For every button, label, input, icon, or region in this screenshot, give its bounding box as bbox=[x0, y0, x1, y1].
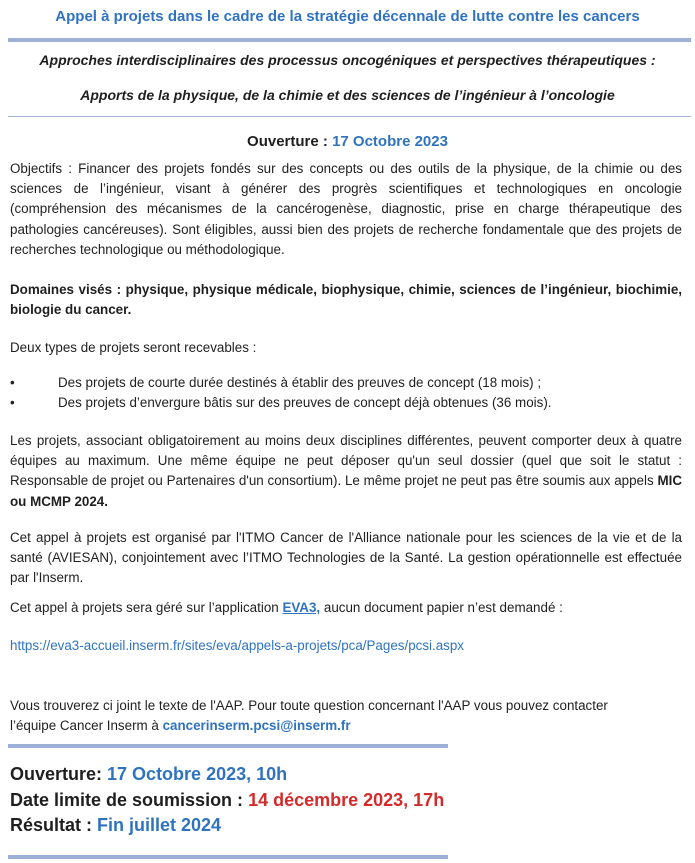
organisation-paragraph: Cet appel à projets est organisé par l'ITMO Cancer de l'Alliance nationale pour les sciences de la vie et de la santé (AVIESAN), conjointement avec l’ITMO Technologies de la Santé. La gestion opérationnelle est effectuée par l'Inserm. bbox=[10, 530, 682, 586]
bullet-symbol: • bbox=[10, 375, 15, 390]
eva3-link[interactable]: EVA3, bbox=[282, 600, 321, 615]
managed-before: Cet appel à projets sera géré sur l’application bbox=[10, 600, 283, 615]
subtitle-line-1: Approches interdisciplinaires des processus oncogéniques et perspectives thérapeutiques : bbox=[39, 52, 656, 68]
contact-paragraph bbox=[10, 696, 682, 736]
bullet-symbol: • bbox=[10, 395, 15, 410]
summary-opening-label: Ouverture: bbox=[10, 764, 108, 784]
divider-top bbox=[8, 38, 691, 42]
domains-label: Domaines visés bbox=[10, 282, 113, 297]
application-url-link[interactable]: https://eva3-accueil.inserm.fr/sites/eva/appels-a-projets/pca/Pages/pcsi.aspx bbox=[10, 638, 465, 653]
bullet-item: Des projets de courte durée destinés à établir des preuves de concept (18 mois) ; bbox=[58, 375, 542, 390]
divider-summary-top bbox=[8, 744, 448, 748]
divider-subtitle bbox=[8, 116, 691, 117]
projects-bold: MIC ou MCMP 2024. bbox=[10, 473, 682, 509]
opening-label: Ouverture : bbox=[247, 133, 333, 150]
bullet-item: Des projets d’envergure bâtis sur des preuves de concept déjà obtenues (36 mois). bbox=[58, 395, 552, 410]
page-title: Appel à projets dans le cadre de la stratégie décennale de lutte contre les cancers bbox=[55, 8, 640, 25]
summary-result-value: Fin juillet 2024 bbox=[97, 815, 222, 835]
summary-deadline bbox=[10, 790, 444, 811]
summary-result bbox=[10, 815, 221, 836]
contact-line-2 bbox=[10, 716, 682, 736]
summary-opening-value: 17 Octobre 2023, 10h bbox=[107, 764, 288, 784]
summary-deadline-value: 14 décembre 2023, 17h bbox=[248, 790, 445, 810]
objectives-paragraph: Objectifs : Financer des projets fondés sur des concepts ou des outils de la physique, de la chimie ou des sciences de l’ingénieur, visant à générer des progrès scientifiques et technologiques en oncologie (compréhension des mécanismes de la cancérogenèse, diagnostic, prise en charge thérapeutique des pathologies cancéreuses). Sont éligibles, aussi bien des projets de recherche fondamentale que des projets de recherches technologique ou méthodologique. bbox=[10, 161, 682, 257]
contact-email-link[interactable]: cancerinserm.pcsi@inserm.fr bbox=[162, 718, 351, 734]
summary-deadline-label: Date limite de soumission : bbox=[10, 790, 249, 810]
projects-paragraph bbox=[10, 431, 682, 512]
contact-line-1: Vous trouverez ci joint le texte de l'AAP. Pour toute question concernant l'AAP vous pouvez contacter bbox=[10, 698, 608, 713]
opening-heading bbox=[0, 133, 695, 150]
managed-paragraph bbox=[10, 598, 682, 618]
domains-paragraph bbox=[10, 280, 682, 320]
contact-team: l’équipe Cancer Inserm à bbox=[10, 718, 163, 734]
summary-opening bbox=[10, 764, 287, 785]
domains-text: : physique, physique médicale, biophysique, chimie, sciences de l’ingénieur, biochimie, biologie du cancer. bbox=[10, 282, 682, 318]
opening-date: 17 Octobre 2023 bbox=[332, 133, 448, 150]
subtitle-line-2: Apports de la physique, de la chimie et des sciences de l’ingénieur à l’oncologie bbox=[80, 87, 615, 103]
types-intro: Deux types de projets seront recevables : bbox=[10, 340, 257, 355]
projects-text: Les projets, associant obligatoirement au moins deux disciplines différentes, peuvent comporter deux à quatre équipes au maximum. Une même équipe ne peut déposer qu'un seul dossier (quel que soit le statut : Responsable de projet ou Partenaires d'un consortium). Le même projet ne peut pas être soumis aux appels bbox=[10, 433, 682, 489]
managed-after: aucun document papier n’est demandé : bbox=[320, 600, 563, 615]
divider-summary-bottom bbox=[8, 855, 448, 859]
summary-result-label: Résultat : bbox=[10, 815, 98, 835]
